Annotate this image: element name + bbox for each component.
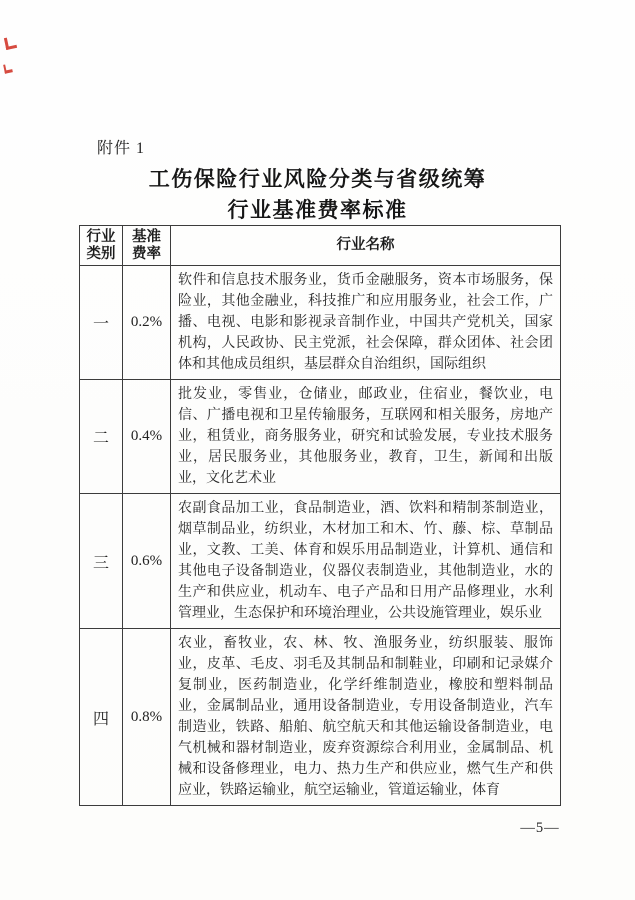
rate-cell: 0.8% xyxy=(123,629,171,806)
industries-cell: 农业，畜牧业，农、林、牧、渔服务业，纺织服装、服饰业，皮革、毛皮、羽毛及其制品和制鞋业，印刷和记录媒介复制业，医药制造业，化学纤维制造业，橡胶和塑料制品业，金属制品业，通用设备制造业，专用设备制造业，汽车制造业，铁路、船舶、航空航天和其他运输设备制造业，电气机械和器材制造业，废弃资源综合利用业，金属制品、机械和设备修理业，电力、热力生产和供应业，燃气生产和供应业，铁路运输业，航空运输业，管道运输业，体育 xyxy=(171,629,561,806)
category-cell: 四 xyxy=(80,629,123,806)
column-header-base-rate: 基准费率 xyxy=(123,226,171,266)
industries-cell: 批发业，零售业，仓储业，邮政业，住宿业，餐饮业，电信、广播电视和卫星传输服务，互联网和相关服务，房地产业，租赁业，商务服务业，研究和试验发展，专业技术服务业，居民服务业，其他服务业，教育，卫生，新闻和出版业，文化艺术业 xyxy=(171,380,561,494)
industries-cell: 软件和信息技术服务业，货币金融服务，资本市场服务，保险业，其他金融业，科技推广和应用服务业，社会工作，广播、电视、电影和影视录音制作业，中国共产党机关，国家机构，人民政协、民主党派，社会保障，群众团体、社会团体和其他成员组织，基层群众自治组织，国际组织 xyxy=(171,266,561,380)
table-row xyxy=(80,629,561,806)
base-rate-table xyxy=(79,225,561,806)
category-cell: 二 xyxy=(80,380,123,494)
rate-cell: 0.2% xyxy=(123,266,171,380)
document-title xyxy=(0,164,635,226)
table-header xyxy=(80,226,561,266)
rate-cell: 0.6% xyxy=(123,494,171,629)
document-title-line1: 工伤保险行业风险分类与省级统筹 xyxy=(148,167,487,191)
rate-cell: 0.4% xyxy=(123,380,171,494)
table-row xyxy=(80,380,561,494)
page-number: —5— xyxy=(520,820,560,836)
attachment-label: 附件 1 xyxy=(97,140,146,157)
category-cell: 三 xyxy=(80,494,123,629)
red-seal-edge-mark-icon xyxy=(4,36,17,50)
table-body xyxy=(80,266,561,806)
industries-cell: 农副食品加工业，食品制造业，酒、饮料和精制茶制造业，烟草制品业，纺织业，木材加工和木、竹、藤、棕、草制品业，文教、工美、体育和娱乐用品制造业，计算机、通信和其他电子设备制造业，仪器仪表制造业，其他制造业，水的生产和供应业，机动车、电子产品和日用产品修理业，水利管理业，生态保护和环境治理业，公共设施管理业，娱乐业 xyxy=(171,494,561,629)
category-cell: 一 xyxy=(80,266,123,380)
table-row xyxy=(80,266,561,380)
column-header-industry-name: 行业名称 xyxy=(171,226,561,266)
red-seal-edge-mark-icon xyxy=(3,63,13,73)
document-title-line2: 行业基准费率标准 xyxy=(227,198,408,222)
column-header-industry-category: 行业类别 xyxy=(80,226,123,266)
table-row xyxy=(80,494,561,629)
